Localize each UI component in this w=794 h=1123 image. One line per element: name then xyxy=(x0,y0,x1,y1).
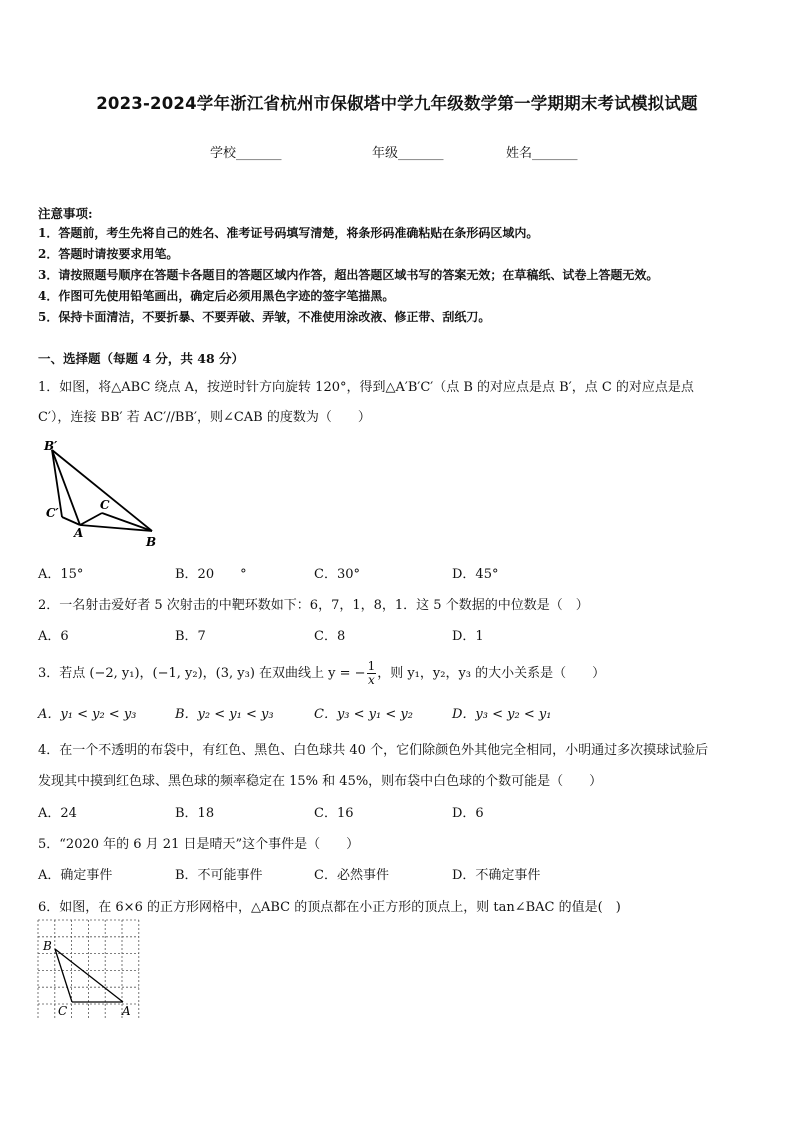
note-item: 4．作图可先使用铅笔画出，确定后必须用黑色字迹的签字笔描黑。 xyxy=(38,289,395,303)
note-item: 1．答题前，考生先将自己的姓名、准考证号码填写清楚，将条形码准确粘贴在条形码区域内。 xyxy=(38,226,539,240)
grade-field: 年级_______ xyxy=(372,146,444,161)
fraction-numerator: 1 xyxy=(367,659,376,673)
fraction xyxy=(367,660,377,687)
question-4-line2: 发现其中摸到红色球、黑色球的频率稳定在 15% 和 45%，则布袋中白色球的个数可能是（ ） xyxy=(38,774,603,789)
q3-option-a[interactable]: A．y₁ < y₂ < y₃ xyxy=(38,707,137,722)
label-c: C xyxy=(58,1004,68,1018)
q2-option-c[interactable]: C．8 xyxy=(314,629,346,644)
label-c-prime: C′ xyxy=(46,506,59,520)
note-item: 5．保持卡面清洁，不要折暴、不要弄破、弄皱，不准使用涂改液、修正带、刮纸刀。 xyxy=(38,310,491,324)
q1-option-d[interactable]: D．45° xyxy=(452,567,499,582)
label-b-prime: B′ xyxy=(44,439,58,453)
notes-heading: 注意事项: xyxy=(38,206,93,221)
label-b: B xyxy=(43,939,52,953)
q5-option-d[interactable]: D．不确定事件 xyxy=(452,868,541,883)
q4-option-d[interactable]: D．6 xyxy=(452,806,484,821)
question-1-line2: C′），连接 BB′ 若 AC′//BB′，则∠CAB 的度数为（ ） xyxy=(38,410,371,425)
question-3-text-a: 3．若点 (−2, y₁)，(−1, y₂)，(3, y₃) 在双曲线上 y = − xyxy=(38,666,366,681)
fraction-denominator: x xyxy=(367,673,375,687)
name-field: 姓名_______ xyxy=(506,146,578,161)
question-3-text-b: ，则 y₁，y₂，y₃ 的大小关系是（ ） xyxy=(377,666,606,681)
note-item: 3．请按照题号顺序在答题卡各题目的答题区域内作答，超出答题区域书写的答案无效；在草稿纸、试卷上答题无效。 xyxy=(38,268,659,282)
question-1-figure xyxy=(40,434,170,554)
page-title: 2023-2024学年浙江省杭州市保俶塔中学九年级数学第一学期期末考试模拟试题 xyxy=(96,94,698,113)
q1-option-a[interactable]: A．15° xyxy=(38,567,84,582)
q3-option-c[interactable]: C．y₃ < y₁ < y₂ xyxy=(314,707,413,722)
q2-option-b[interactable]: B．7 xyxy=(175,629,206,644)
q4-option-b[interactable]: B．18 xyxy=(175,806,215,821)
q4-option-a[interactable]: A．24 xyxy=(38,806,77,821)
label-a: A xyxy=(74,526,84,540)
label-b: B xyxy=(146,535,157,549)
q5-option-a[interactable]: A．确定事件 xyxy=(38,868,113,883)
q4-option-c[interactable]: C．16 xyxy=(314,806,354,821)
q1-option-b[interactable]: B．20 ° xyxy=(175,567,247,582)
question-6-grid-figure xyxy=(36,918,140,1020)
label-c: C xyxy=(100,498,110,512)
q3-option-d[interactable]: D．y₃ < y₂ < y₁ xyxy=(452,707,552,722)
question-6: 6．如图，在 6×6 的正方形网格中，△ABC 的顶点都在小正方形的顶点上，则 tan∠BAC 的值是( ) xyxy=(38,900,621,915)
question-5: 5．“2020 年的 6 月 21 日是晴天”这个事件是（ ） xyxy=(38,837,360,852)
question-4-line1: 4．在一个不透明的布袋中，有红色、黑色、白色球共 40 个，它们除颜色外其他完全相同，小明通过多次摸球试验后 xyxy=(38,743,709,758)
note-item: 2．答题时请按要求用笔。 xyxy=(38,247,179,261)
school-field: 学校_______ xyxy=(210,146,282,161)
q1-option-c[interactable]: C．30° xyxy=(314,567,360,582)
q2-option-a[interactable]: A．6 xyxy=(38,629,69,644)
label-a: A xyxy=(122,1004,131,1018)
q3-option-b[interactable]: B．y₂ < y₁ < y₃ xyxy=(175,707,274,722)
section-heading: 一、选择题（每题 4 分，共 48 分） xyxy=(38,351,245,366)
q2-option-d[interactable]: D．1 xyxy=(452,629,484,644)
question-2: 2．一名射击爱好者 5 次射击的中靶环数如下：6，7，1，8，1．这 5 个数据的中位数是（ ） xyxy=(38,598,589,613)
question-3 xyxy=(38,660,605,687)
question-1-line1: 1．如图，将△ABC 绕点 A，按逆时针方向旋转 120°，得到△A′B′C′（点 B 的对应点是点 B′，点 C 的对应点是点 xyxy=(38,380,694,395)
q5-option-c[interactable]: C．必然事件 xyxy=(314,868,389,883)
q5-option-b[interactable]: B．不可能事件 xyxy=(175,868,263,883)
